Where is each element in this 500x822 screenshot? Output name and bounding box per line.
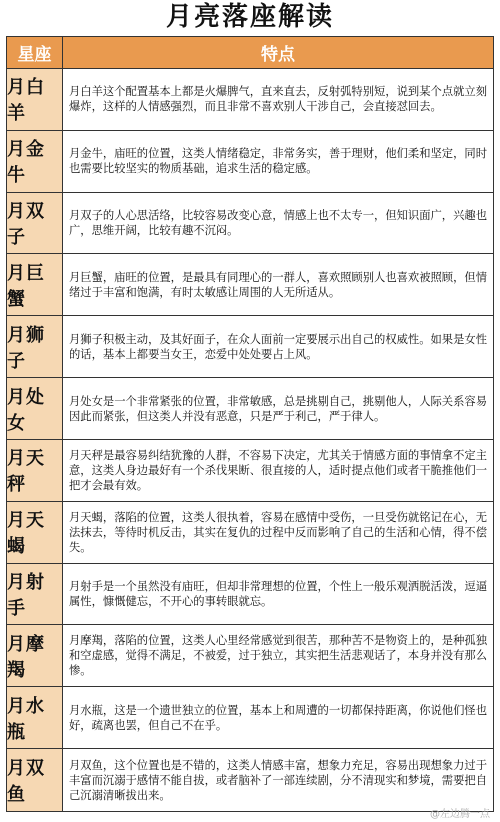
header-feature: 特点 [63,37,493,69]
header-sign: 星座 [7,37,63,69]
sign-cell: 月狮子 [7,316,63,378]
feature-cell: 月天秤是最容易纠结犹豫的人群，不容易下决定，尤其关于情感方面的事情拿不定主意，这类人身边最好有一个杀伐果断、很直接的人，适时提点他们或者干脆推他们一把才会最有效。 [63,440,493,502]
feature-cell: 月摩羯，落陷的位置，这类人心里经常感觉到很苦，那种苦不是物资上的，是种孤独和空虚感，觉得不满足，不被爱，过于独立，其实把生活悲观话了，本身并没有那么惨。 [63,625,493,687]
sign-cell: 月双鱼 [7,749,63,811]
feature-cell: 月天蝎，落陷的位置，这类人很执着，容易在感情中受伤，一旦受伤就铭记在心，无法抹去，等待时机反击，其实在复仇的过程中反而影响了自己的生活和心情，得不偿失。 [63,502,493,564]
sign-cell: 月双子 [7,193,63,255]
page-title: 月亮落座解读 [165,2,334,32]
sign-cell: 月处女 [7,378,63,440]
feature-cell: 月白羊这个配置基本上都是火爆脾气，直来直去，反射弧特别短，说到某个点就立刻爆炸，这样的人情感强烈，而且非常不喜欢别人干涉自己，会直接怼回去。 [63,69,493,131]
feature-cell: 月双子的人心思活络，比较容易改变心意，情感上也不太专一，但知识面广，兴趣也广，思维开阔，比较有趣不沉闷。 [63,193,493,255]
sign-cell: 月摩羯 [7,625,63,687]
feature-cell: 月双鱼，这个位置也是不错的，这类人情感丰富，想象力充足，容易出现想象力过于丰富而沉溺于感情不能自拔，或者脑补了一部连续剧，分不清现实和梦境，需要把自己沉溺清晰拔出来。 [69,758,487,802]
sign-cell: 月天秤 [7,440,63,502]
sign-cell: 月水瓶 [7,687,63,749]
sign-cell: 月金牛 [7,131,63,193]
moon-sign-table [6,36,494,812]
feature-cell: 月金牛，庙旺的位置，这类人情绪稳定，非常务实，善于理财，他们柔和坚定，同时也需要比较坚实的物质基础，追求生活的稳定感。 [63,131,493,193]
feature-cell: 月狮子积极主动，及其好面子，在众人面前一定要展示出自己的权威性。如果是女性的话，基本上都要当女王，恋爱中处处要占上风。 [63,316,493,378]
sign-cell: 月白羊 [7,69,63,131]
sign-cell: 月天蝎 [7,502,63,564]
feature-cell: 月处女是一个非常紧张的位置，非常敏感，总是挑剔自己，挑剔他人，人际关系容易因此而紧张，但这类人并没有恶意，只是严于利己，严于律人。 [63,378,493,440]
feature-cell: 月巨蟹，庙旺的位置，是最具有同理心的一群人，喜欢照顾别人也喜欢被照顾，但情绪过于丰富和饱满，有时太敏感让周围的人无所适从。 [63,254,493,316]
sign-cell: 月射手 [7,564,63,626]
sign-cell: 月巨蟹 [7,254,63,316]
feature-cell: 月水瓶，这是一个遗世独立的位置，基本上和周遭的一切都保持距离，你说他们怪也好，疏离也罢，但自己不在乎。 [63,687,493,749]
watermark: @左边腾一点 [430,809,490,820]
feature-cell: 月射手是一个虽然没有庙旺，但却非常理想的位置，个性上一般乐观洒脱活泼，逗逼属性，慷慨健忘，不开心的事转眼就忘。 [63,564,493,626]
